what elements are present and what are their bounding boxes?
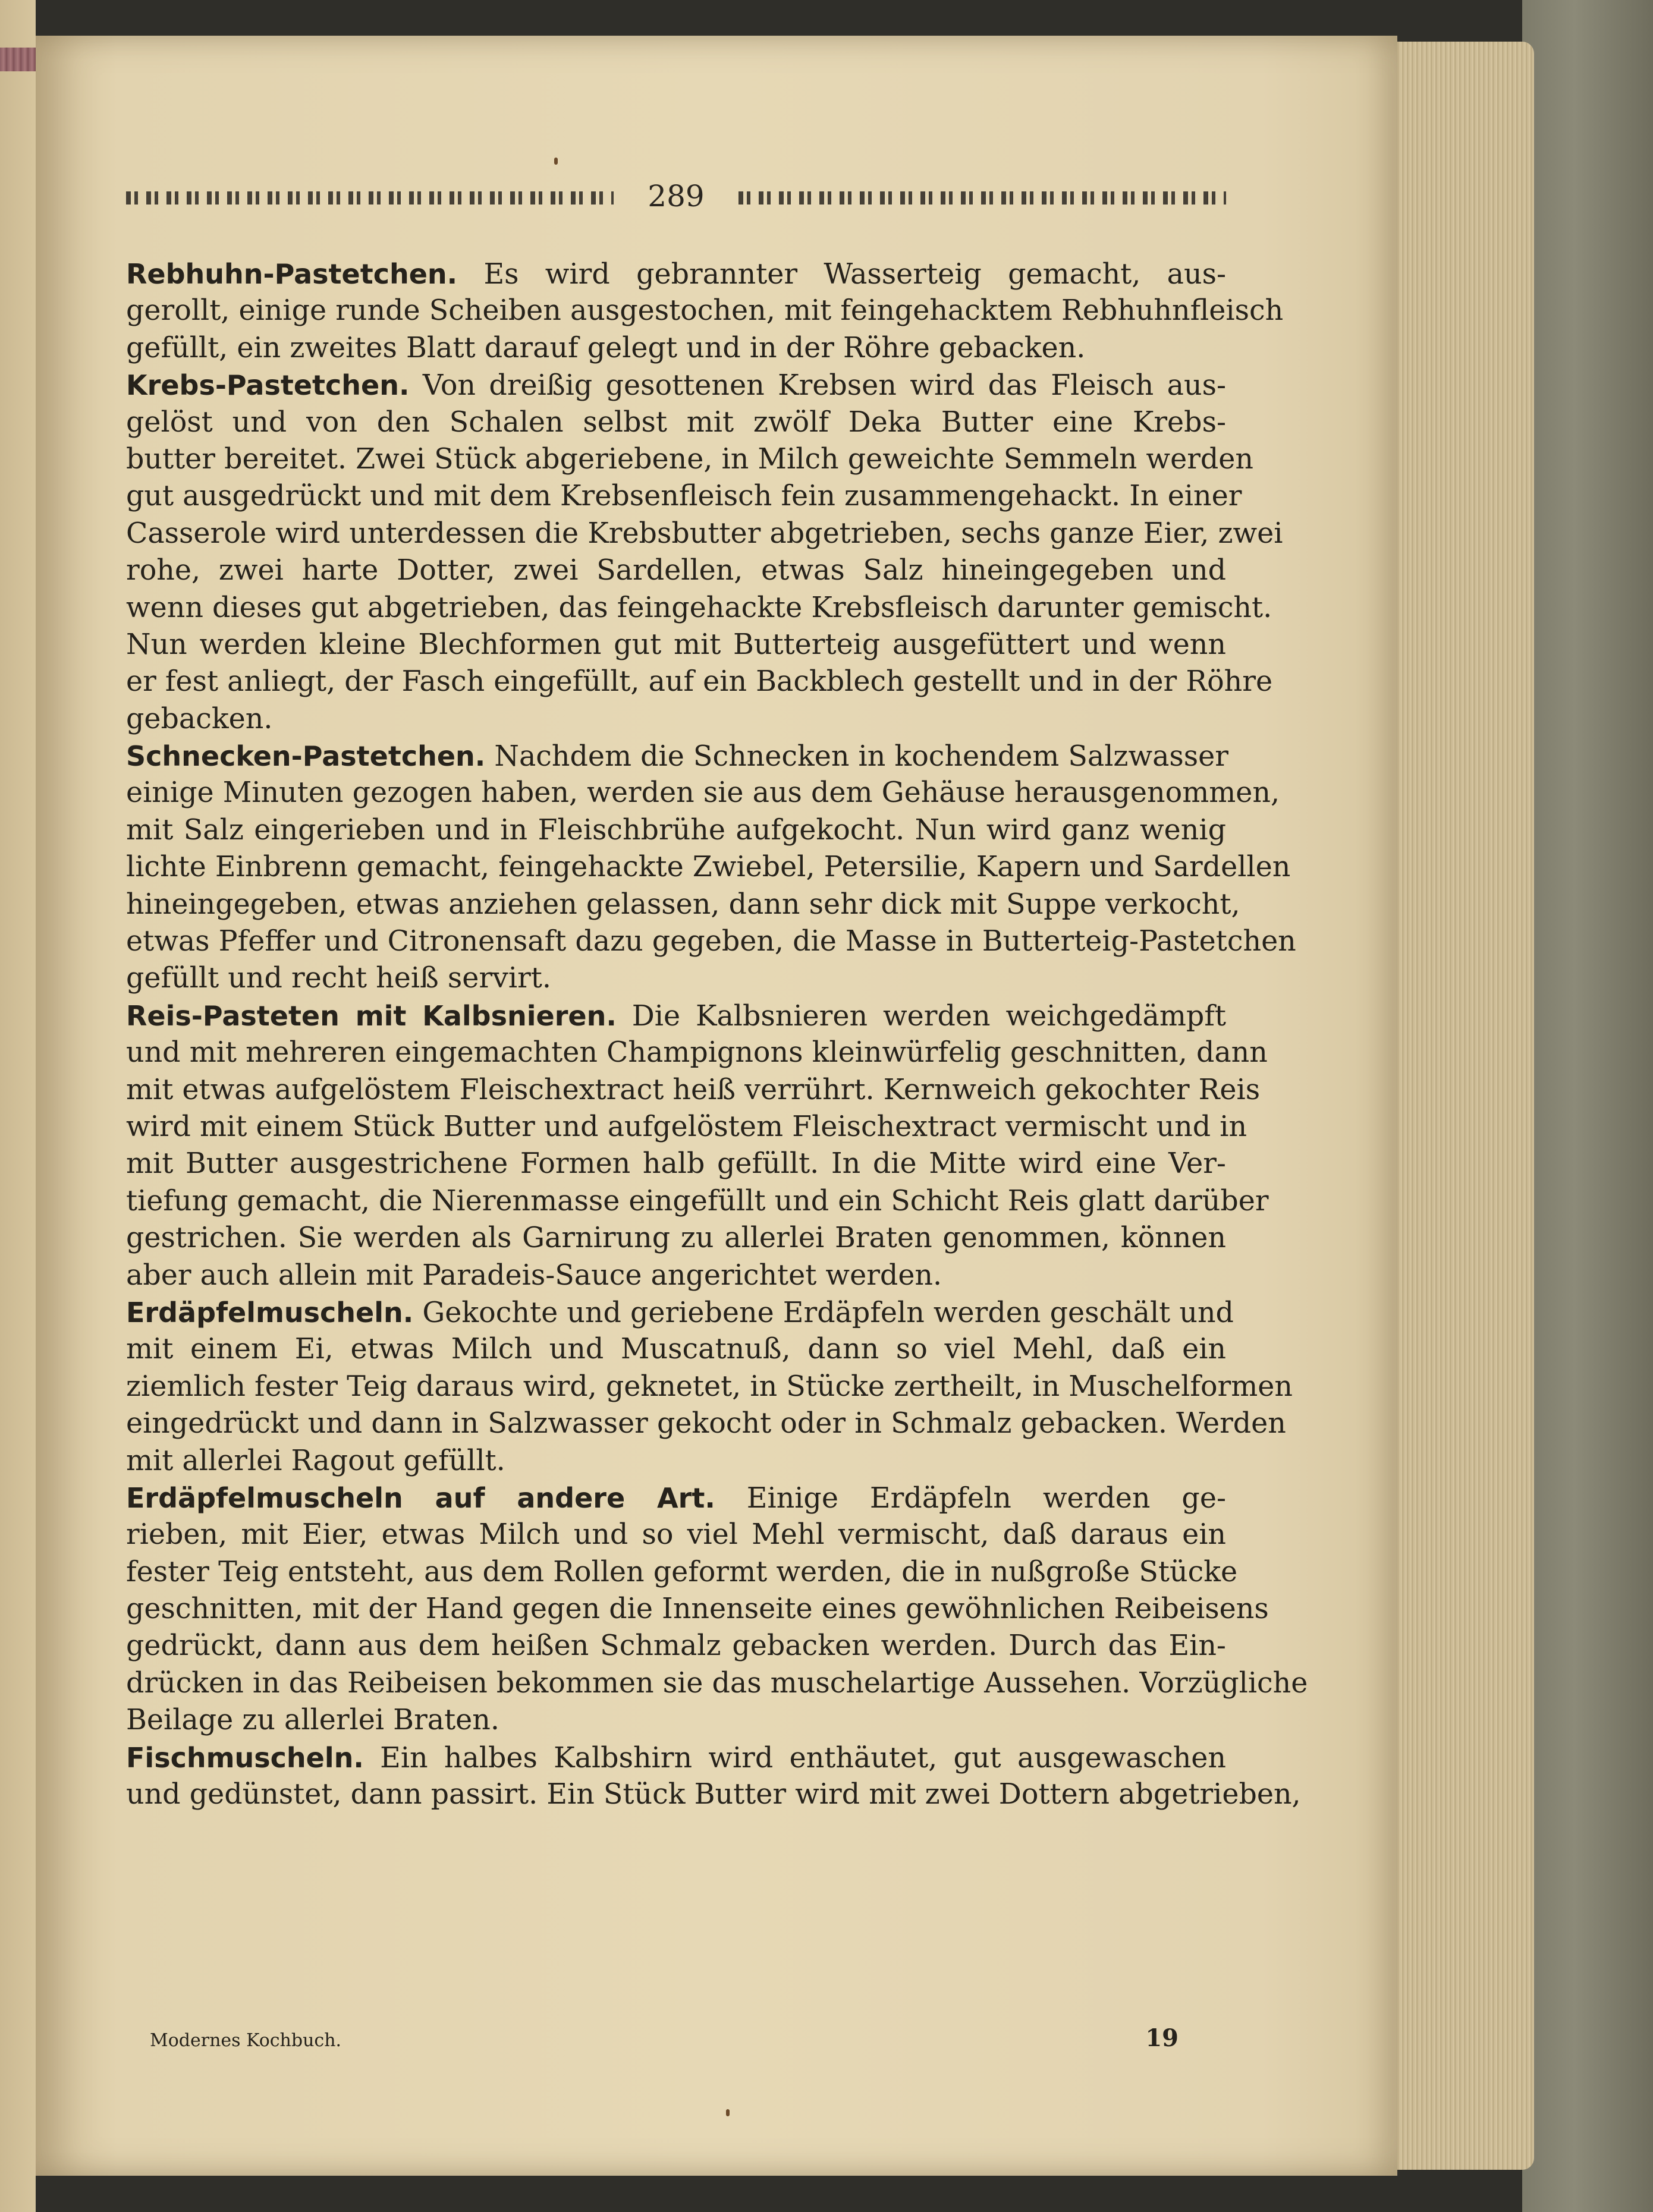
page-footer bbox=[126, 2024, 1226, 2060]
page-header bbox=[126, 178, 1226, 214]
text-line bbox=[126, 1739, 1226, 1776]
text-line bbox=[126, 590, 1272, 627]
line-text: gefüllt, ein zweites Blatt darauf gelegt und in der Röhre gebacken. bbox=[126, 331, 1086, 364]
footer-book-title: Modernes Kochbuch. bbox=[150, 2030, 342, 2051]
text-line bbox=[126, 1702, 1226, 1739]
line-text: rohe, zwei harte Dotter, zwei Sardellen, etwas Salz hineingegeben und bbox=[126, 554, 1226, 587]
line-text: ziemlich fester Teig daraus wird, geknetet, in Stücke zertheilt, in Muschelformen bbox=[126, 1370, 1293, 1403]
line-text: Von dreißig gesottenen Krebsen wird das Fleisch aus- bbox=[409, 369, 1226, 402]
text-line bbox=[126, 998, 1226, 1034]
text-line bbox=[126, 441, 1254, 478]
book-cover-edge bbox=[1522, 0, 1653, 2212]
text-line bbox=[126, 330, 1226, 367]
text-line bbox=[126, 1220, 1226, 1257]
text-line bbox=[126, 886, 1240, 923]
text-line bbox=[126, 1516, 1226, 1553]
text-line bbox=[126, 1109, 1247, 1146]
text-line bbox=[126, 1034, 1268, 1071]
line-text: gebacken. bbox=[126, 702, 273, 735]
text-line bbox=[126, 1480, 1226, 1516]
text-line bbox=[126, 812, 1226, 849]
line-text: fester Teig entsteht, aus dem Rollen geformt werden, die in nußgroße Stücke bbox=[126, 1555, 1238, 1588]
footer-signature-number: 19 bbox=[1145, 2024, 1179, 2052]
line-text: Nun werden kleine Blechformen gut mit Butterteig ausgefüttert und wenn bbox=[126, 628, 1226, 661]
line-text: drücken in das Reibeisen bekommen sie das muschelartige Aussehen. Vorzügliche bbox=[126, 1666, 1308, 1700]
paper-speck bbox=[554, 158, 558, 165]
text-line bbox=[126, 1554, 1238, 1591]
text-line bbox=[126, 1183, 1269, 1220]
text-line bbox=[126, 923, 1296, 960]
paper-speck bbox=[726, 2109, 730, 2116]
text-line bbox=[126, 1628, 1226, 1664]
line-text: er fest anliegt, der Fasch eingefüllt, auf ein Backblech gestellt und in der Röhre bbox=[126, 665, 1273, 698]
recipe-heading: Erdäpfelmuscheln auf andere Art. bbox=[126, 1481, 715, 1514]
text-line bbox=[126, 552, 1226, 589]
line-text: Nachdem die Schnecken in kochendem Salzwasser bbox=[485, 740, 1228, 773]
text-line bbox=[126, 1368, 1293, 1405]
line-text: gerollt, einige runde Scheiben ausgestochen, mit feingehacktem Rebhuhnfleisch bbox=[126, 294, 1284, 328]
text-line bbox=[126, 1776, 1301, 1813]
line-text: gedrückt, dann aus dem heißen Schmalz gebacken werden. Durch das Ein- bbox=[126, 1629, 1226, 1663]
line-text: mit einem Ei, etwas Milch und Muscatnuß, dann so viel Mehl, daß ein bbox=[126, 1333, 1226, 1366]
line-text: und gedünstet, dann passirt. Ein Stück Butter wird mit zwei Dottern abgetrieben, bbox=[126, 1778, 1301, 1811]
line-text: gelöst und von den Schalen selbst mit zwölf Deka Butter eine Krebs- bbox=[126, 405, 1226, 439]
line-text: butter bereitet. Zwei Stück abgeriebene, in Milch geweichte Semmeln werden bbox=[126, 442, 1254, 476]
recipe-heading: Krebs-Pastetchen. bbox=[126, 369, 410, 402]
text-line bbox=[126, 738, 1226, 775]
text-line bbox=[126, 663, 1273, 700]
text-line bbox=[126, 960, 1226, 997]
line-text: und mit mehreren eingemachten Champignons kleinwürfelig geschnitten, dann bbox=[126, 1036, 1268, 1069]
text-line bbox=[126, 701, 1226, 738]
text-line bbox=[126, 515, 1283, 552]
text-line bbox=[126, 1405, 1286, 1442]
recipe-heading: Schnecken-Pastetchen. bbox=[126, 740, 486, 773]
line-text: hineingegeben, etwas anziehen gelassen, dann sehr dick mit Suppe verkocht, bbox=[126, 888, 1240, 921]
text-line bbox=[126, 367, 1226, 404]
line-text: mit etwas aufgelöstem Fleischextract heiß verrührt. Kernweich gekochter Reis bbox=[126, 1073, 1261, 1106]
text-line bbox=[126, 1072, 1261, 1109]
line-text: Einige Erdäpfeln werden ge- bbox=[715, 1481, 1226, 1515]
text-line bbox=[126, 256, 1226, 292]
line-text: mit Salz eingerieben und in Fleischbrühe aufgekocht. Nun wird ganz wenig bbox=[126, 813, 1226, 847]
line-text: Es wird gebrannter Wasserteig gemacht, aus- bbox=[457, 258, 1226, 291]
text-line bbox=[126, 775, 1280, 811]
line-text: lichte Einbrenn gemacht, feingehackte Zwiebel, Petersilie, Kapern und Sardellen bbox=[126, 851, 1291, 884]
text-line bbox=[126, 404, 1226, 441]
recipe-heading: Rebhuhn-Pastetchen. bbox=[126, 258, 458, 290]
recipe-heading: Erdäpfelmuscheln. bbox=[126, 1296, 414, 1329]
page-number: 289 bbox=[648, 179, 705, 213]
text-line bbox=[126, 1294, 1234, 1331]
recipe-text bbox=[126, 256, 1308, 1813]
recipe-heading: Fischmuscheln. bbox=[126, 1741, 364, 1774]
line-text: Die Kalbsnieren werden weichgedämpft bbox=[616, 999, 1226, 1033]
line-text: gut ausgedrückt und mit dem Krebsenfleisch fein zusammengehackt. In einer bbox=[126, 480, 1242, 513]
line-text: gestrichen. Sie werden als Garnirung zu allerlei Braten genommen, können bbox=[126, 1222, 1226, 1255]
line-text: mit Butter ausgestrichene Formen halb gefüllt. In die Mitte wird eine Ver- bbox=[126, 1147, 1226, 1181]
text-line bbox=[126, 478, 1242, 515]
line-text: Beilage zu allerlei Braten. bbox=[126, 1704, 499, 1737]
line-text: wenn dieses gut abgetrieben, das feingehackte Krebsfleisch darunter gemischt. bbox=[126, 591, 1272, 624]
facing-page-edge bbox=[0, 0, 36, 2212]
text-line bbox=[126, 1665, 1308, 1702]
line-text: geschnitten, mit der Hand gegen die Innenseite eines gewöhnlichen Reibeisens bbox=[126, 1593, 1269, 1626]
text-line bbox=[126, 627, 1226, 663]
line-text: mit allerlei Ragout gefüllt. bbox=[126, 1444, 505, 1477]
line-text: tiefung gemacht, die Nierenmasse eingefüllt und ein Schicht Reis glatt darüber bbox=[126, 1184, 1269, 1217]
text-line bbox=[126, 1443, 1226, 1480]
line-text: eingedrückt und dann in Salzwasser gekocht oder in Schmalz gebacken. Werden bbox=[126, 1407, 1286, 1440]
text-line bbox=[126, 1146, 1226, 1182]
text-line bbox=[126, 1331, 1226, 1368]
line-text: einige Minuten gezogen haben, werden sie aus dem Gehäuse herausgenommen, bbox=[126, 776, 1280, 810]
text-line bbox=[126, 849, 1291, 886]
header-ornament-right bbox=[738, 191, 1226, 204]
line-text: aber auch allein mit Paradeis-Sauce angerichtet werden. bbox=[126, 1258, 942, 1292]
recipe-heading: Reis-Pasteten mit Kalbsnieren. bbox=[126, 999, 617, 1032]
text-line bbox=[126, 1591, 1269, 1628]
text-line bbox=[126, 1257, 1226, 1294]
line-text: Casserole wird unterdessen die Krebsbutter abgetrieben, sechs ganze Eier, zwei bbox=[126, 517, 1283, 550]
text-line bbox=[126, 292, 1284, 329]
line-text: Gekochte und geriebene Erdäpfeln werden geschält und bbox=[413, 1296, 1234, 1329]
line-text: rieben, mit Eier, etwas Milch und so viel Mehl vermischt, daß daraus ein bbox=[126, 1518, 1226, 1552]
line-text: gefüllt und recht heiß servirt. bbox=[126, 962, 551, 995]
line-text: Ein halbes Kalbshirn wird enthäutet, gut ausgewaschen bbox=[363, 1741, 1226, 1774]
line-text: etwas Pfeffer und Citronensaft dazu gegeben, die Masse in Butterteig-Pastetchen bbox=[126, 925, 1296, 958]
page-edges bbox=[1385, 42, 1534, 2170]
line-text: wird mit einem Stück Butter und aufgelöstem Fleischextract vermischt und in bbox=[126, 1110, 1247, 1143]
